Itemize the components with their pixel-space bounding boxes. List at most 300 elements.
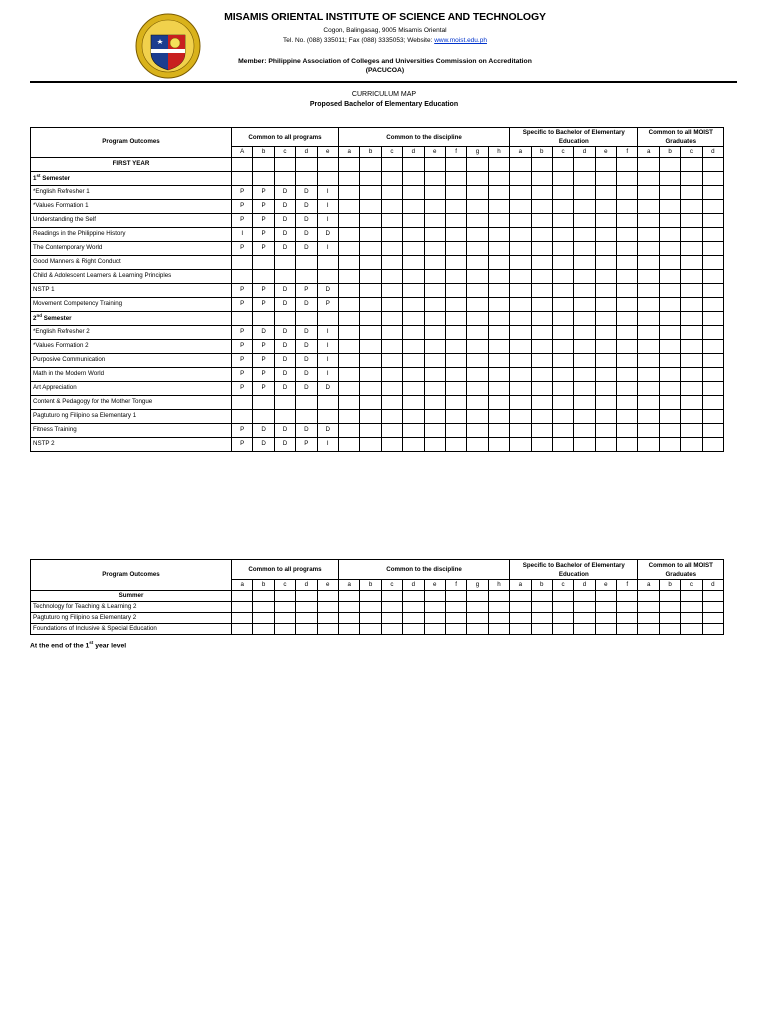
empty-cell bbox=[253, 172, 274, 186]
outcome-cell: D bbox=[274, 424, 295, 438]
outcome-cell bbox=[552, 396, 573, 410]
outcome-cell bbox=[253, 613, 274, 624]
outcome-cell bbox=[403, 186, 424, 200]
outcome-cell bbox=[510, 284, 531, 298]
course-row bbox=[31, 256, 724, 270]
outcome-cell bbox=[467, 284, 488, 298]
outcome-cell: P bbox=[232, 242, 253, 256]
outcome-cell: P bbox=[232, 368, 253, 382]
outcome-cell bbox=[296, 256, 317, 270]
outcome-cell bbox=[510, 256, 531, 270]
outcome-cell bbox=[467, 200, 488, 214]
outcome-cell bbox=[552, 410, 573, 424]
outcome-cell bbox=[638, 242, 659, 256]
outcome-cell bbox=[659, 438, 680, 452]
empty-cell bbox=[381, 172, 402, 186]
outcome-cell bbox=[360, 200, 381, 214]
empty-cell bbox=[253, 312, 274, 326]
outcome-cell bbox=[574, 284, 595, 298]
empty-cell bbox=[360, 312, 381, 326]
outcome-letter: A bbox=[232, 147, 253, 158]
outcome-cell bbox=[445, 340, 466, 354]
outcome-cell bbox=[445, 228, 466, 242]
outcome-cell bbox=[638, 424, 659, 438]
outcome-cell bbox=[638, 602, 659, 613]
outcome-cell bbox=[595, 186, 616, 200]
outcome-cell bbox=[617, 424, 638, 438]
outcome-cell: D bbox=[274, 438, 295, 452]
outcome-cell bbox=[510, 270, 531, 284]
outcome-letter: a bbox=[510, 580, 531, 591]
outcome-cell bbox=[403, 256, 424, 270]
outcome-cell bbox=[424, 326, 445, 340]
outcome-cell bbox=[488, 354, 509, 368]
outcome-cell bbox=[424, 242, 445, 256]
outcome-cell bbox=[574, 602, 595, 613]
outcome-letter: d bbox=[296, 147, 317, 158]
outcome-cell bbox=[467, 368, 488, 382]
outcome-cell bbox=[403, 438, 424, 452]
course-name: *English Refresher 2 bbox=[31, 326, 232, 340]
empty-cell bbox=[360, 172, 381, 186]
membership-acronym: (PACUCOA) bbox=[365, 67, 405, 74]
outcome-cell bbox=[510, 613, 531, 624]
outcome-cell bbox=[510, 624, 531, 635]
outcome-cell bbox=[488, 284, 509, 298]
outcome-cell bbox=[702, 438, 723, 452]
outcome-cell bbox=[702, 200, 723, 214]
year-level-note bbox=[30, 640, 126, 649]
empty-cell bbox=[617, 591, 638, 602]
outcome-cell bbox=[659, 326, 680, 340]
outcome-cell bbox=[424, 424, 445, 438]
outcome-cell bbox=[595, 228, 616, 242]
outcome-cell bbox=[424, 228, 445, 242]
outcome-cell bbox=[403, 326, 424, 340]
outcome-cell bbox=[574, 368, 595, 382]
outcome-cell: D bbox=[274, 340, 295, 354]
empty-cell bbox=[253, 158, 274, 172]
outcome-cell: P bbox=[232, 214, 253, 228]
website-link[interactable]: www.moist.edu.ph bbox=[434, 37, 487, 44]
empty-cell bbox=[232, 312, 253, 326]
empty-cell bbox=[445, 172, 466, 186]
outcome-cell bbox=[595, 438, 616, 452]
outcome-cell: P bbox=[253, 242, 274, 256]
outcome-cell bbox=[702, 396, 723, 410]
outcome-cell bbox=[467, 242, 488, 256]
outcome-letter: h bbox=[488, 147, 509, 158]
outcome-cell bbox=[531, 186, 552, 200]
outcome-cell bbox=[595, 382, 616, 396]
outcome-cell bbox=[338, 228, 359, 242]
outcome-cell bbox=[574, 410, 595, 424]
outcome-cell bbox=[531, 424, 552, 438]
outcome-cell bbox=[445, 602, 466, 613]
outcome-cell bbox=[552, 298, 573, 312]
empty-cell bbox=[424, 158, 445, 172]
empty-cell bbox=[595, 172, 616, 186]
course-row bbox=[31, 368, 724, 382]
course-name: NSTP 2 bbox=[31, 438, 232, 452]
outcome-letter: a bbox=[338, 147, 359, 158]
outcome-cell bbox=[574, 200, 595, 214]
course-row bbox=[31, 340, 724, 354]
outcome-cell bbox=[445, 396, 466, 410]
outcome-cell bbox=[403, 613, 424, 624]
outcome-cell: D bbox=[317, 284, 338, 298]
empty-cell bbox=[552, 591, 573, 602]
empty-cell bbox=[274, 172, 295, 186]
empty-cell bbox=[638, 172, 659, 186]
outcome-cell bbox=[467, 602, 488, 613]
outcome-cell bbox=[403, 270, 424, 284]
outcome-cell bbox=[424, 284, 445, 298]
outcome-cell: D bbox=[296, 340, 317, 354]
outcome-cell bbox=[574, 228, 595, 242]
outcome-cell bbox=[424, 613, 445, 624]
document-subtitle: Proposed Bachelor of Elementary Education bbox=[309, 101, 459, 108]
outcome-cell bbox=[403, 602, 424, 613]
outcome-letter: f bbox=[617, 147, 638, 158]
outcome-cell bbox=[638, 270, 659, 284]
empty-cell bbox=[274, 312, 295, 326]
outcome-cell bbox=[531, 613, 552, 624]
document-title: CURRICULUM MAP bbox=[351, 91, 417, 98]
outcome-cell: D bbox=[296, 242, 317, 256]
outcome-cell bbox=[274, 396, 295, 410]
outcome-cell bbox=[296, 624, 317, 635]
outcome-cell bbox=[445, 242, 466, 256]
outcome-cell bbox=[338, 326, 359, 340]
outcome-cell: P bbox=[296, 284, 317, 298]
empty-cell bbox=[317, 158, 338, 172]
outcome-cell bbox=[467, 424, 488, 438]
empty-cell bbox=[274, 158, 295, 172]
outcome-cell bbox=[552, 256, 573, 270]
empty-cell bbox=[488, 312, 509, 326]
outcome-cell bbox=[338, 214, 359, 228]
outcome-cell: D bbox=[253, 424, 274, 438]
course-row bbox=[31, 326, 724, 340]
outcome-cell: D bbox=[274, 382, 295, 396]
outcome-cell bbox=[638, 298, 659, 312]
outcome-cell bbox=[338, 242, 359, 256]
empty-cell bbox=[531, 591, 552, 602]
group-common-moist: Common to all MOIST Graduates bbox=[638, 560, 724, 580]
outcome-cell bbox=[659, 340, 680, 354]
empty-cell bbox=[403, 591, 424, 602]
outcome-cell: P bbox=[253, 228, 274, 242]
outcome-cell bbox=[403, 242, 424, 256]
outcome-cell bbox=[702, 228, 723, 242]
outcome-cell bbox=[595, 270, 616, 284]
group-common-moist: Common to all MOIST Graduates bbox=[638, 128, 724, 147]
empty-cell bbox=[617, 172, 638, 186]
outcome-cell bbox=[381, 200, 402, 214]
outcome-cell bbox=[552, 624, 573, 635]
outcome-cell bbox=[488, 410, 509, 424]
outcome-letter: b bbox=[360, 580, 381, 591]
outcome-letter: c bbox=[681, 147, 702, 158]
outcome-cell: I bbox=[317, 186, 338, 200]
outcome-cell bbox=[424, 396, 445, 410]
empty-cell bbox=[253, 591, 274, 602]
outcome-cell: P bbox=[253, 354, 274, 368]
outcome-letter: c bbox=[552, 147, 573, 158]
semester-1-word: Semester bbox=[42, 175, 71, 183]
outcome-cell bbox=[381, 256, 402, 270]
outcome-letter: a bbox=[338, 580, 359, 591]
empty-cell bbox=[574, 312, 595, 326]
outcome-cell bbox=[445, 298, 466, 312]
outcome-cell bbox=[424, 200, 445, 214]
empty-cell bbox=[638, 158, 659, 172]
outcome-cell bbox=[338, 284, 359, 298]
course-name: Purposive Communication bbox=[31, 354, 232, 368]
empty-cell bbox=[531, 172, 552, 186]
outcome-cell bbox=[702, 602, 723, 613]
empty-cell bbox=[403, 158, 424, 172]
outcome-cell bbox=[659, 624, 680, 635]
outcome-cell: P bbox=[253, 368, 274, 382]
outcome-cell: D bbox=[296, 368, 317, 382]
outcome-cell bbox=[338, 624, 359, 635]
outcome-cell: P bbox=[232, 200, 253, 214]
outcome-cell bbox=[659, 298, 680, 312]
outcome-cell bbox=[638, 284, 659, 298]
outcome-cell bbox=[403, 228, 424, 242]
outcome-cell bbox=[702, 624, 723, 635]
outcome-cell bbox=[381, 340, 402, 354]
outcome-cell: D bbox=[253, 438, 274, 452]
outcome-cell bbox=[403, 298, 424, 312]
outcome-cell bbox=[510, 382, 531, 396]
empty-cell bbox=[445, 312, 466, 326]
outcome-cell bbox=[445, 424, 466, 438]
outcome-cell bbox=[338, 602, 359, 613]
outcome-cell bbox=[317, 613, 338, 624]
outcome-cell: I bbox=[317, 340, 338, 354]
outcome-cell bbox=[681, 242, 702, 256]
outcome-cell bbox=[552, 186, 573, 200]
outcome-cell bbox=[317, 410, 338, 424]
outcome-letter: d bbox=[403, 580, 424, 591]
outcome-cell bbox=[445, 270, 466, 284]
outcome-cell: P bbox=[232, 354, 253, 368]
outcome-cell bbox=[381, 284, 402, 298]
outcome-cell bbox=[531, 354, 552, 368]
outcome-cell bbox=[403, 382, 424, 396]
outcome-cell: P bbox=[232, 326, 253, 340]
outcome-cell bbox=[574, 270, 595, 284]
outcome-cell bbox=[381, 298, 402, 312]
outcome-cell bbox=[445, 284, 466, 298]
outcome-cell bbox=[702, 186, 723, 200]
program-outcomes-header: Program Outcomes bbox=[31, 560, 232, 591]
outcome-cell bbox=[381, 424, 402, 438]
outcome-cell: D bbox=[253, 326, 274, 340]
contact-line bbox=[200, 37, 570, 44]
outcome-letter: f bbox=[617, 580, 638, 591]
outcome-cell bbox=[702, 354, 723, 368]
outcome-cell bbox=[681, 214, 702, 228]
outcome-cell: D bbox=[296, 424, 317, 438]
outcome-cell bbox=[360, 284, 381, 298]
curriculum-map-title bbox=[0, 90, 768, 110]
outcome-cell bbox=[681, 186, 702, 200]
outcome-cell bbox=[574, 624, 595, 635]
outcome-cell: I bbox=[317, 200, 338, 214]
semester-1-label bbox=[31, 172, 232, 186]
outcome-cell bbox=[638, 613, 659, 624]
outcome-cell bbox=[617, 186, 638, 200]
outcome-cell bbox=[595, 200, 616, 214]
course-name: Child & Adolescent Learners & Learning Principles bbox=[31, 270, 232, 284]
outcome-cell bbox=[659, 368, 680, 382]
outcome-cell bbox=[253, 410, 274, 424]
outcome-cell bbox=[681, 354, 702, 368]
outcome-cell bbox=[253, 602, 274, 613]
outcome-cell bbox=[403, 214, 424, 228]
outcome-cell bbox=[574, 613, 595, 624]
outcome-cell bbox=[338, 424, 359, 438]
outcome-cell bbox=[595, 298, 616, 312]
outcome-cell bbox=[467, 396, 488, 410]
outcome-cell bbox=[681, 382, 702, 396]
outcome-cell bbox=[488, 613, 509, 624]
outcome-cell bbox=[531, 270, 552, 284]
outcome-cell bbox=[510, 298, 531, 312]
outcome-cell bbox=[232, 256, 253, 270]
outcome-cell bbox=[617, 298, 638, 312]
outcome-cell bbox=[381, 613, 402, 624]
outcome-cell bbox=[681, 424, 702, 438]
course-row bbox=[31, 228, 724, 242]
outcome-cell bbox=[424, 214, 445, 228]
outcome-letter: c bbox=[552, 580, 573, 591]
outcome-cell bbox=[338, 298, 359, 312]
outcome-cell bbox=[617, 340, 638, 354]
outcome-cell bbox=[531, 340, 552, 354]
outcome-cell: P bbox=[232, 382, 253, 396]
outcome-cell bbox=[552, 200, 573, 214]
outcome-cell bbox=[617, 228, 638, 242]
outcome-cell bbox=[638, 438, 659, 452]
outcome-cell bbox=[488, 602, 509, 613]
outcome-cell: I bbox=[317, 354, 338, 368]
outcome-cell: D bbox=[296, 326, 317, 340]
empty-cell bbox=[445, 158, 466, 172]
outcome-cell bbox=[360, 270, 381, 284]
course-name: The Contemporary World bbox=[31, 242, 232, 256]
outcome-cell bbox=[488, 270, 509, 284]
empty-cell bbox=[488, 158, 509, 172]
empty-cell bbox=[659, 591, 680, 602]
outcome-cell bbox=[595, 284, 616, 298]
outcome-cell bbox=[381, 410, 402, 424]
outcome-letter: c bbox=[274, 147, 295, 158]
outcome-cell bbox=[510, 200, 531, 214]
outcome-cell bbox=[510, 410, 531, 424]
semester-2-suffix: nd bbox=[36, 313, 42, 319]
outcome-cell bbox=[232, 602, 253, 613]
outcome-cell bbox=[574, 214, 595, 228]
outcome-cell bbox=[617, 382, 638, 396]
course-name: Good Manners & Right Conduct bbox=[31, 256, 232, 270]
outcome-cell bbox=[702, 270, 723, 284]
program-outcomes-header: Program Outcomes bbox=[31, 128, 232, 158]
outcome-letter: e bbox=[595, 580, 616, 591]
outcome-cell bbox=[488, 214, 509, 228]
outcome-cell bbox=[338, 613, 359, 624]
outcome-cell bbox=[681, 624, 702, 635]
outcome-cell bbox=[595, 340, 616, 354]
outcome-cell bbox=[638, 214, 659, 228]
group-common-discipline: Common to the discipline bbox=[338, 128, 509, 147]
outcome-cell bbox=[659, 424, 680, 438]
outcome-cell bbox=[681, 228, 702, 242]
outcome-cell: P bbox=[232, 298, 253, 312]
outcome-cell bbox=[638, 410, 659, 424]
outcome-cell: P bbox=[232, 186, 253, 200]
outcome-cell bbox=[403, 424, 424, 438]
outcome-letter: b bbox=[253, 580, 274, 591]
empty-cell bbox=[702, 172, 723, 186]
curriculum-map-table-first-year bbox=[30, 127, 724, 452]
outcome-cell bbox=[381, 396, 402, 410]
outcome-cell bbox=[702, 382, 723, 396]
outcome-cell bbox=[467, 382, 488, 396]
outcome-cell bbox=[638, 200, 659, 214]
outcome-cell bbox=[360, 298, 381, 312]
outcome-letter: d bbox=[403, 147, 424, 158]
outcome-cell bbox=[360, 214, 381, 228]
empty-cell bbox=[296, 158, 317, 172]
outcome-cell bbox=[296, 396, 317, 410]
outcome-cell bbox=[510, 396, 531, 410]
outcome-cell: D bbox=[274, 354, 295, 368]
empty-cell bbox=[574, 158, 595, 172]
outcome-cell bbox=[617, 242, 638, 256]
semester-2-word: Semester bbox=[43, 315, 72, 323]
empty-cell bbox=[381, 158, 402, 172]
empty-cell bbox=[488, 591, 509, 602]
outcome-cell bbox=[702, 242, 723, 256]
outcome-letter: b bbox=[531, 580, 552, 591]
outcome-cell bbox=[467, 326, 488, 340]
outcome-cell: I bbox=[317, 438, 338, 452]
outcome-cell bbox=[659, 396, 680, 410]
outcome-cell bbox=[274, 613, 295, 624]
outcome-cell bbox=[232, 624, 253, 635]
outcome-cell bbox=[445, 256, 466, 270]
outcome-cell: P bbox=[232, 284, 253, 298]
outcome-cell bbox=[424, 410, 445, 424]
outcome-cell bbox=[381, 354, 402, 368]
outcome-letter: d bbox=[574, 580, 595, 591]
empty-cell bbox=[274, 591, 295, 602]
note-suffix: st bbox=[89, 640, 94, 645]
outcome-cell bbox=[403, 284, 424, 298]
institution-address: Cogon, Balingasag, 9005 Misamis Oriental bbox=[323, 27, 447, 34]
outcome-cell bbox=[253, 270, 274, 284]
outcome-cell bbox=[296, 613, 317, 624]
outcome-cell: P bbox=[232, 438, 253, 452]
empty-cell bbox=[574, 591, 595, 602]
outcome-cell bbox=[617, 284, 638, 298]
outcome-cell bbox=[488, 382, 509, 396]
